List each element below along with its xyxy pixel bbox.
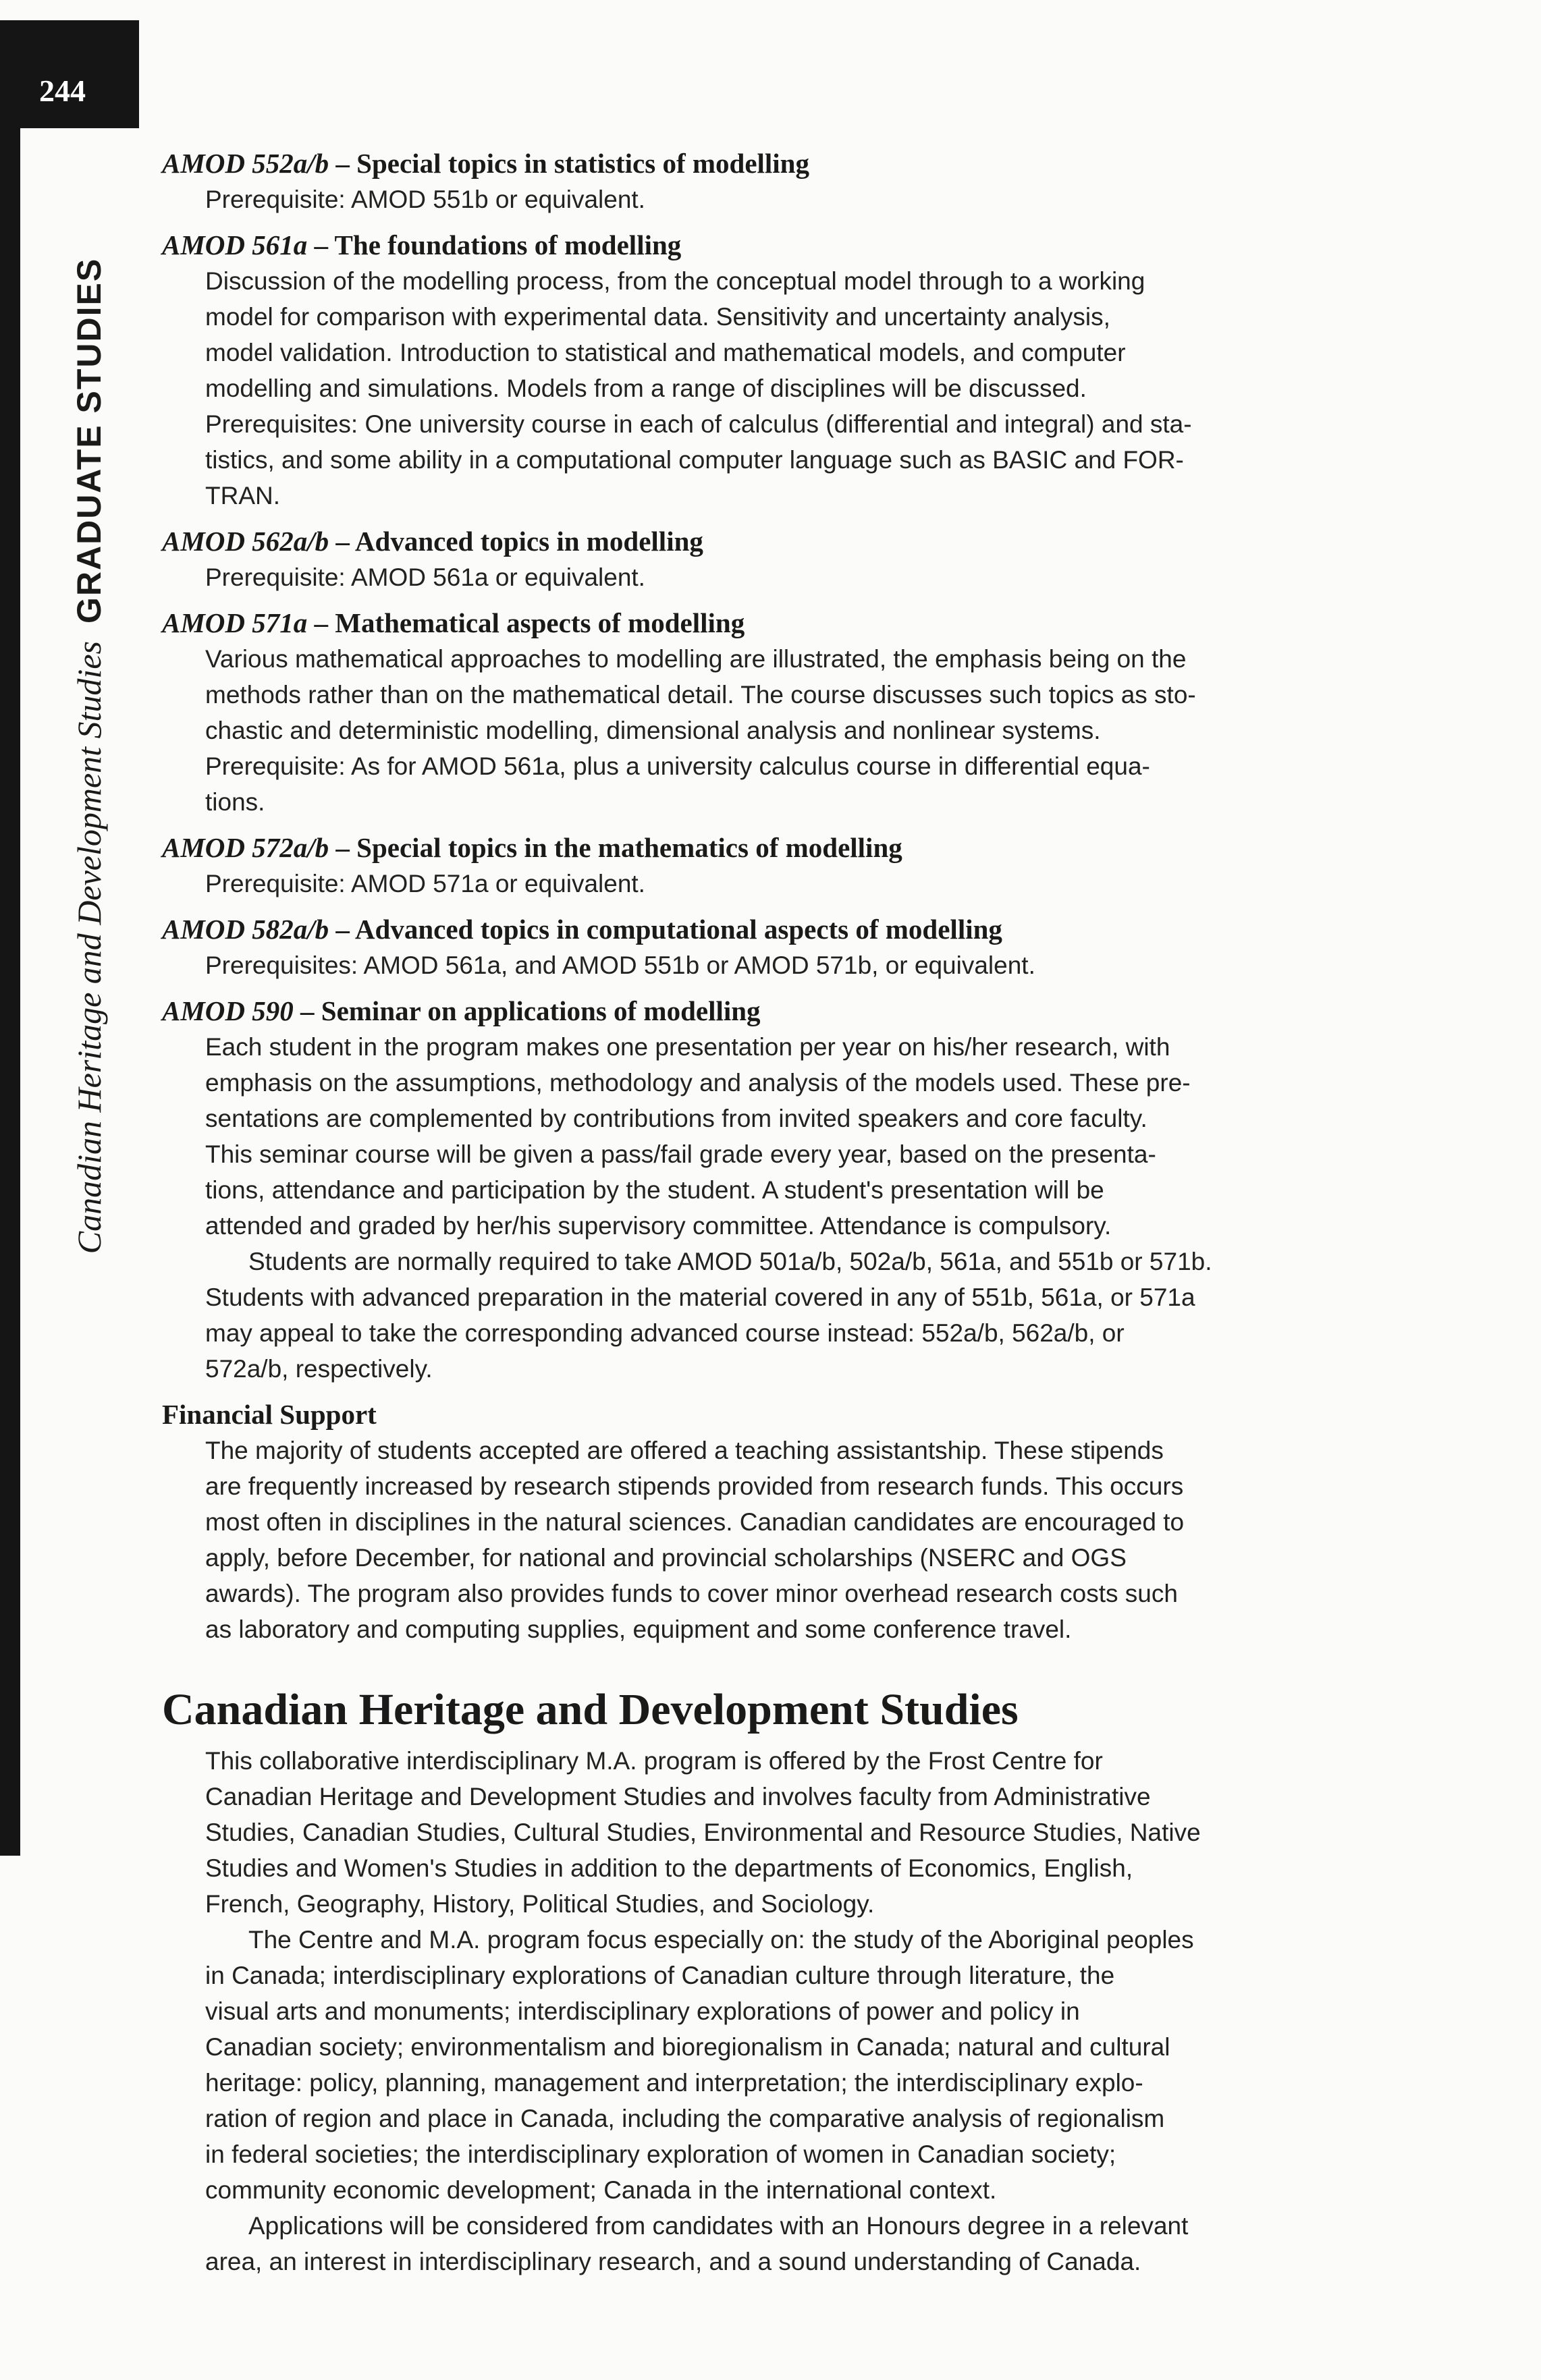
course-title: [162, 523, 1397, 559]
program-paragraph: Applications will be considered from candidates with an Honours degree in a relevant area, an interest in interdisciplinary research, and a sound understanding of Canada.: [205, 2212, 1189, 2275]
course-entry: [162, 911, 1397, 983]
running-head: [64, 162, 114, 1350]
requirements-note: Students are normally required to take AMOD 501a/b, 502a/b, 561a, and 551b or 571b. Students with advanced preparation in the material covered in any of 551b, 561a, or 571a may appeal to take the corresponding advanced course instead: 552a/b, 562a/b, or 572a/b, respectively.: [205, 1248, 1212, 1383]
running-head-section: Canadian Heritage and Development Studies: [70, 641, 108, 1254]
course-code: AMOD 562a/b: [162, 526, 329, 557]
course-name: – Special topics in the mathematics of modelling: [329, 832, 902, 863]
course-title: [162, 993, 1397, 1029]
course-name: – Advanced topics in modelling: [329, 526, 703, 557]
course-name: – The foundations of modelling: [307, 229, 682, 260]
side-thumb-band: [0, 128, 20, 1856]
course-code: AMOD 590: [162, 995, 294, 1026]
course-entry: [162, 227, 1397, 514]
course-entry: [162, 523, 1397, 595]
page-number: 244: [39, 74, 86, 108]
course-entry: [162, 829, 1397, 902]
course-description: Prerequisite: AMOD 551b or equivalent.: [205, 186, 645, 213]
course-code: AMOD 552a/b: [162, 148, 329, 179]
course-title: [162, 911, 1397, 947]
course-code: AMOD 582a/b: [162, 914, 329, 945]
course-description: Prerequisites: AMOD 561a, and AMOD 551b or AMOD 571b, or equivalent.: [205, 951, 1035, 979]
course-name: – Advanced topics in computational aspects of modelling: [329, 914, 1002, 945]
course-name: – Mathematical aspects of modelling: [307, 607, 745, 638]
page-number-box: [0, 20, 139, 128]
course-name: – Seminar on applications of modelling: [293, 995, 761, 1026]
running-head-division: GRADUATE STUDIES: [70, 257, 108, 624]
course-description: Prerequisite: AMOD 571a or equivalent.: [205, 870, 645, 897]
program-heading: Canadian Heritage and Development Studies: [162, 1685, 1019, 1734]
course-description: Discussion of the modelling process, from the conceptual model through to a working model for comparison with experimental data. Sensitivity and uncertainty analysis, model validation. Introduction to statistical and mathematical models, and computer modelling and simulations. Models from a range of disciplines will be discussed. Prerequisites: One university course in each of calculus (differential and integral) and sta- tistics, and some ability in a computational computer language such as BASIC and FOR- TRAN.: [205, 267, 1192, 509]
course-entry: [162, 145, 1397, 217]
course-entry: [162, 605, 1397, 820]
course-name: – Special topics in statistics of modelling: [329, 148, 809, 179]
course-code: AMOD 572a/b: [162, 832, 329, 863]
course-description: Various mathematical approaches to modelling are illustrated, the emphasis being on the methods rather than on the mathematical detail. The course discusses such topics as sto- chastic and deterministic modelling, dimensional analysis and nonlinear systems. Prerequisite: As for AMOD 561a, plus a university calculus course in differential equa- tions.: [205, 645, 1196, 816]
course-code: AMOD 561a: [162, 229, 308, 260]
course-title: [162, 227, 1397, 263]
course-title: [162, 829, 1397, 866]
course-title: [162, 145, 1397, 182]
program-paragraph: This collaborative interdisciplinary M.A. program is offered by the Frost Centre for Canadian Heritage and Development Studies and involves faculty from Administrative Studies, Canadian Studies, Cultural Studies, Environmental and Resource Studies, Native Studies and Women's Studies in addition to the departments of Economics, English, French, Geography, History, Political Studies, and Sociology.: [205, 1747, 1201, 1918]
course-code: AMOD 571a: [162, 607, 308, 638]
course-description: Prerequisite: AMOD 561a or equivalent.: [205, 563, 645, 591]
course-title: [162, 605, 1397, 641]
page-content: [162, 145, 1397, 2279]
program-paragraph: The Centre and M.A. program focus especially on: the study of the Aboriginal peoples in Canada; interdisciplinary explorations of Canadian culture through literature, the visual arts and monuments; interdisciplinary explorations of power and policy in Canadian society; environmentalism and bioregionalism in Canada; natural and cultural heritage: policy, planning, management and interpretation; the interdisciplinary explo- ration of region and place in Canada, including the comparative analysis of regionalism in federal societies; the interdisciplinary exploration of women in Canadian society; community economic development; Canada in the international context.: [205, 1926, 1194, 2204]
course-description: Each student in the program makes one presentation per year on his/her research, with emphasis on the assumptions, methodology and analysis of the models used. These pre- sentations are complemented by contributions from invited speakers and core faculty. This seminar course will be given a pass/fail grade every year, based on the presenta- tions, attendance and participation by the student. A student's presentation will be attended and graded by her/his supervisory committee. Attendance is compulsory.: [205, 1033, 1191, 1240]
course-entry: [162, 993, 1397, 1387]
financial-support-heading: Financial Support: [162, 1399, 377, 1430]
financial-support-text: The majority of students accepted are offered a teaching assistantship. These stipends are frequently increased by research stipends provided from research funds. This occurs most often in disciplines in the natural sciences. Canadian candidates are encouraged to apply, before December, for national and provincial scholarships (NSERC and OGS awards). The program also provides funds to cover minor overhead research costs such as laboratory and computing supplies, equipment and some conference travel.: [205, 1437, 1185, 1643]
